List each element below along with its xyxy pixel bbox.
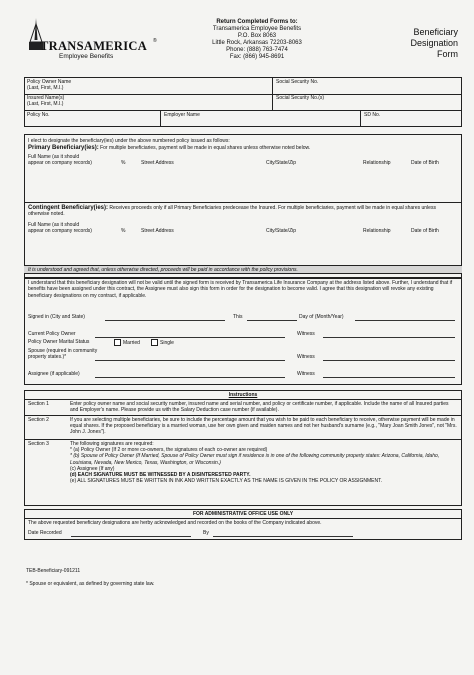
spouse-witness-label: Witness — [297, 354, 315, 360]
instruction-section-1-label: Section 1 — [28, 401, 49, 407]
instruction-item-a: * (a) Policy Owner (If 2 or more co-owners, the signatures of each co-owner are required) — [70, 447, 268, 454]
contingent-entry-area[interactable] — [28, 237, 458, 265]
return-line-po-box: P.O. Box 8063 — [237, 33, 277, 39]
married-option[interactable] — [114, 339, 140, 346]
form-id: TEB-Beneficiary-091211 — [26, 568, 81, 574]
by-input[interactable] — [213, 536, 353, 537]
logo — [26, 18, 176, 64]
beneficiary-intro: I elect to designate the beneficiary(ies) under the above numbered policy issued as follows: — [28, 138, 230, 144]
owner-witness-input[interactable] — [323, 337, 455, 338]
agreement-section — [24, 277, 462, 385]
single-label: Single — [160, 339, 174, 346]
spouse-signature-input[interactable] — [95, 360, 285, 361]
agreement-text: I understand that this beneficiary designation will not be valid until the signed form is received by Transamerica Life Insurance Company at the address listed above. Further, I understand that if benefits have been assigned under this contract, the Assignee must also sign this form in order for the designation to become valid. I agree that this designation will revoke any existing beneficiary designations on my contract, if applicable. — [28, 280, 453, 299]
marital-status-label: Policy Owner Marital Status — [28, 339, 90, 345]
primary-city-label: City/State/Zip — [266, 160, 297, 166]
day-label: Day of (Month/Year) — [299, 314, 344, 320]
married-checkbox[interactable] — [114, 339, 121, 346]
footnote: * Spouse or equivalent, as defined by governing state law. — [26, 581, 155, 587]
assignee-signature-input[interactable] — [95, 377, 285, 378]
primary-dob-label: Date of Birth — [411, 160, 439, 166]
instruction-item-c: (c) Assignee (If any) — [70, 465, 115, 472]
insured-names-label: Insured Name(s) — [27, 95, 65, 101]
form-title — [410, 27, 458, 60]
married-label: Married — [123, 339, 140, 346]
primary-column-headers — [28, 154, 458, 168]
contingent-appear-label: appear on company records) — [28, 228, 92, 234]
primary-percent-label: % — [121, 160, 126, 166]
single-option[interactable] — [151, 339, 174, 346]
policy-owner-name-field[interactable] — [27, 79, 271, 94]
owner-witness-label: Witness — [297, 331, 315, 337]
instruction-item-d: (d) EACH SIGNATURE MUST BE WITNESSED BY A DISINTERESTED PARTY. — [70, 472, 251, 479]
contingent-heading: Contingent Beneficiary(ies): — [28, 205, 109, 211]
assignee-label: Assignee (if applicable) — [28, 371, 80, 377]
by-label: By — [203, 530, 209, 536]
spouse-label-line-2: property states.)* — [28, 354, 67, 360]
instruction-section-3-label: Section 3 — [28, 441, 49, 447]
logo-tagline: Employee Benefits — [59, 53, 114, 60]
single-checkbox[interactable] — [151, 339, 158, 346]
assignee-witness-label: Witness — [297, 371, 315, 377]
month-year-input[interactable] — [355, 320, 455, 321]
primary-beneficiary-block — [28, 145, 458, 151]
return-heading: Return Completed Forms to: — [216, 19, 298, 25]
insured-names-field[interactable] — [27, 95, 271, 110]
insured-ssns-field[interactable] — [276, 95, 456, 110]
return-line-city: Little Rock, Arkansas 72203-8063 — [212, 40, 302, 46]
contingent-city-label: City/State/Zip — [266, 228, 297, 234]
policy-no-label: Policy No. — [27, 112, 50, 118]
contingent-dob-label: Date of Birth — [411, 228, 439, 234]
owner-ssn-field[interactable] — [276, 79, 456, 94]
form-title-line-2: Designation — [410, 38, 458, 48]
owner-ssn-label: Social Security No. — [276, 79, 319, 85]
instructions-section — [24, 390, 462, 506]
insured-names-sublabel: (Last, First, M.I.) — [27, 101, 64, 107]
logo-registered-mark: ® — [153, 38, 157, 44]
instruction-section-1-text: Enter policy owner name and social security number, insured name and serial number, and policy or certificate number, if applicable. Include the name of all Insured parties and Employer's name. Please provide us with the Salary Deduction case number (if available). — [70, 401, 449, 413]
form-title-line-3: Form — [437, 49, 458, 59]
beneficiary-section — [24, 134, 462, 279]
date-recorded-label: Date Recorded — [28, 530, 62, 536]
instruction-item-e: (e) ALL SIGNATURES MUST BE WRITTEN IN INK AND WRITTEN EXACTLY AS THE NAME IS GIVEN IN THE POLICY OR ASSIGNMENT. — [70, 478, 383, 485]
contingent-relationship-label: Relationship — [363, 228, 391, 234]
assignee-witness-input[interactable] — [323, 377, 455, 378]
contingent-fullname-label: Full Name (as it should — [28, 222, 80, 228]
current-owner-label: Current Policy Owner — [28, 331, 76, 337]
primary-entry-area[interactable] — [28, 169, 458, 201]
return-line-phone: Phone: (888) 763-7474 — [226, 47, 288, 53]
admin-text: The above requested beneficiary designations are herby acknowledged and recorded on the books of the Company indicated above. — [28, 520, 322, 526]
form-title-line-1: Beneficiary — [413, 27, 458, 37]
this-label: This — [233, 314, 243, 320]
contingent-beneficiary-block — [28, 205, 456, 217]
insured-ssns-label: Social Security No.(s) — [276, 95, 325, 101]
contingent-column-headers — [28, 222, 458, 236]
policy-owner-name-sublabel: (Last, First, M.I.) — [27, 85, 64, 91]
employer-name-field[interactable] — [164, 112, 358, 125]
spouse-label-line-1: Spouse (required in community — [28, 348, 98, 354]
date-recorded-input[interactable] — [71, 536, 191, 537]
current-owner-signature-input[interactable] — [95, 337, 285, 338]
instructions-heading: Instructions — [228, 392, 258, 398]
spouse-label — [28, 348, 97, 360]
contingent-percent-label: % — [121, 228, 126, 234]
signed-in-input[interactable] — [105, 320, 225, 321]
instruction-item-b: * (b) Spouse of Policy Owner (If Married, Spouse of Policy Owner must sign if residence is in one of the following community property states: Arizona, California, Idaho, Louisiana, Nevada, New Mexico, Texas, Washington, or Wisconsin.) — [70, 453, 440, 466]
return-line-company: Transamerica Employee Benefits — [212, 26, 302, 32]
owner-section — [24, 77, 462, 127]
primary-text: For multiple beneficiaries, payment will be made in equal shares unless otherwise noted below. — [98, 145, 311, 151]
primary-appear-label: appear on company records) — [28, 160, 92, 166]
sd-no-label: SD No. — [364, 112, 381, 118]
contingent-text: Receives proceeds only if all Primary Beneficiaries predecease the Insured. For multiple beneficiaries, payment will be made in equal shares unless otherwise noted. — [28, 205, 436, 217]
return-address-block — [186, 19, 328, 61]
signed-in-label: Signed in (City and State) — [28, 314, 85, 320]
spouse-witness-input[interactable] — [323, 360, 455, 361]
instruction-signatures-required: The following signatures are required: — [70, 441, 154, 447]
day-input[interactable] — [247, 320, 297, 321]
instruction-section-2-label: Section 2 — [28, 417, 49, 423]
policy-no-field[interactable] — [27, 112, 157, 125]
instruction-section-2-text: If you are selecting multiple beneficiaries, be sure to include the percentage amount that you wish to be paid to each beneficiary to receive, otherwise payment will be made in equal shares. If the proposed beneficiary is a married woman, use her own given and maiden names and not her husband's surname (e.g., "Mary Joan Smith Jones", not "Mrs. John J. Jones"). — [70, 417, 457, 435]
contingent-street-label: Street Address — [141, 228, 174, 234]
primary-relationship-label: Relationship — [363, 160, 391, 166]
logo-brand: TRANSAMERICA — [40, 39, 148, 53]
primary-street-label: Street Address — [141, 160, 174, 166]
admin-heading: FOR ADMINISTRATIVE OFFICE USE ONLY — [192, 511, 294, 517]
primary-heading: Primary Beneficiary(ies): — [28, 145, 99, 151]
policy-provision-notice: It is understood and agreed that, unless otherwise directed, proceeds will be paid in accordance with the policy provisions. — [24, 265, 462, 274]
primary-fullname-label: Full Name (as it should — [28, 154, 80, 160]
employer-name-label: Employer Name — [164, 112, 200, 118]
admin-section — [24, 509, 462, 540]
return-line-fax: Fax: (866) 945-8691 — [229, 54, 285, 60]
policy-owner-name-label: Policy Owner Name — [27, 79, 72, 85]
sd-no-field[interactable] — [364, 112, 459, 125]
